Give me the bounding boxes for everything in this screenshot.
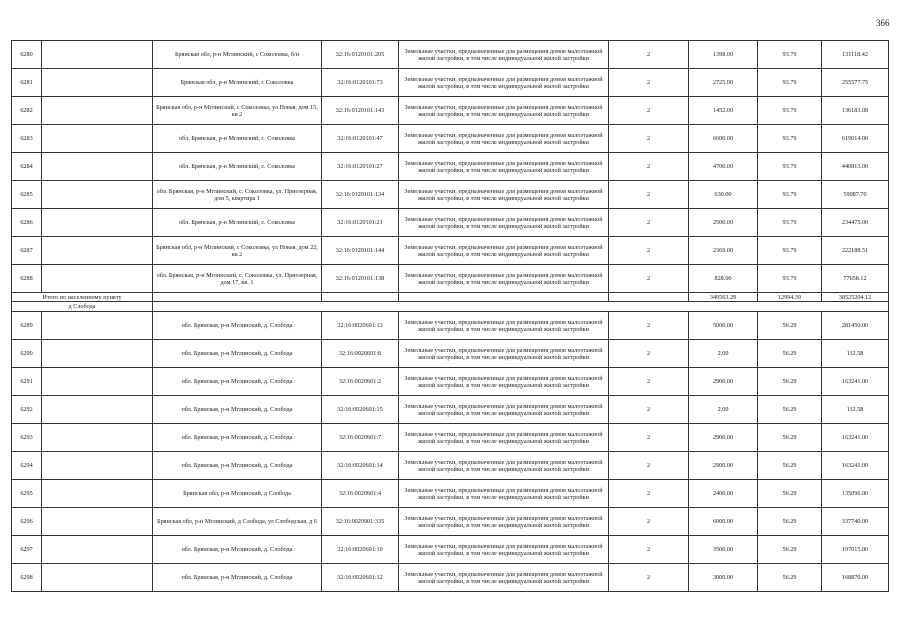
- label-spacer: [609, 302, 689, 312]
- rate-cell: 93.79: [758, 209, 822, 237]
- table-body-sokolovka: [12, 41, 889, 293]
- land-purpose-cell: Земельные участки, предназначенные для размещения домов малоэтажной жилой застройки, в том числе индивидуальной жилой застройки: [399, 424, 609, 452]
- land-purpose-cell: Земельные участки, предназначенные для размещения домов малоэтажной жилой застройки, в том числе индивидуальной жилой застройки: [399, 69, 609, 97]
- row-number: 6285: [12, 181, 42, 209]
- table-body-sloboda: [12, 312, 889, 592]
- row-number: 6295: [12, 480, 42, 508]
- blank-cell: [42, 424, 153, 452]
- address-cell: обл. Брянская, р-н Мглинский, д. Слобода: [153, 536, 322, 564]
- cadastral-value-cell: 59087.70: [822, 181, 889, 209]
- total-rate: 12994.39: [758, 293, 822, 302]
- label-spacer: [758, 302, 822, 312]
- area-cell: 2900.00: [689, 424, 758, 452]
- blank-cell: [42, 396, 153, 424]
- cadastral-number-cell: 32:16:0020601:2: [322, 368, 399, 396]
- land-purpose-cell: Земельные участки, предназначенные для размещения домов малоэтажной жилой застройки, в том числе индивидуальной жилой застройки: [399, 181, 609, 209]
- address-cell: обл. Брянская, р-н Мглинский, д. Слобода: [153, 452, 322, 480]
- category-cell: 2: [609, 209, 689, 237]
- table-row: [12, 312, 889, 340]
- table-row: [12, 265, 889, 293]
- cadastral-number-cell: 32:16:0120101:205: [322, 41, 399, 69]
- row-number: 6291: [12, 368, 42, 396]
- address-cell: обл. Брянская, р-н Мглинский, д. Слобода: [153, 396, 322, 424]
- row-number: 6286: [12, 209, 42, 237]
- blank-cell: [42, 153, 153, 181]
- land-purpose-cell: Земельные участки, предназначенные для размещения домов малоэтажной жилой застройки, в том числе индивидуальной жилой застройки: [399, 97, 609, 125]
- label-spacer: [822, 302, 889, 312]
- cadastral-number-cell: 32:16:0020601:15: [322, 396, 399, 424]
- category-cell: 2: [609, 480, 689, 508]
- category-cell: 2: [609, 424, 689, 452]
- cadastral-value-cell: 163241.00: [822, 424, 889, 452]
- rate-cell: 93.79: [758, 97, 822, 125]
- address-cell: обл. Брянская, р-н Мглинский, д. Слобода: [153, 424, 322, 452]
- row-number: 6292: [12, 396, 42, 424]
- blank-cell: [42, 536, 153, 564]
- total-blank: [609, 293, 689, 302]
- address-cell: обл. Брянская, р-н Мглинский, д. Слобода: [153, 340, 322, 368]
- area-cell: 2900.00: [689, 452, 758, 480]
- cadastral-number-cell: 32:16:0020601:10: [322, 536, 399, 564]
- category-cell: 2: [609, 396, 689, 424]
- address-cell: Брянская обл, р-н Мглинский, д Слобода, ул Слободская, д 6: [153, 508, 322, 536]
- table-row: [12, 536, 889, 564]
- cadastral-number-cell: 32:16:0120101:27: [322, 153, 399, 181]
- row-number: 6293: [12, 424, 42, 452]
- rate-cell: 93.79: [758, 265, 822, 293]
- total-blank: [399, 293, 609, 302]
- address-cell: обл. Брянская, р-н Мглинский, с. Соколовка: [153, 209, 322, 237]
- rate-cell: 93.79: [758, 181, 822, 209]
- row-number: 6298: [12, 564, 42, 592]
- total-value: 38525204.12: [822, 293, 889, 302]
- category-cell: 2: [609, 41, 689, 69]
- cadastral-value-cell: 281450.00: [822, 312, 889, 340]
- cadastral-number-cell: 32:16:0020601:13: [322, 312, 399, 340]
- rate-cell: 93.79: [758, 237, 822, 265]
- label-spacer: [153, 302, 322, 312]
- total-blank: [153, 293, 322, 302]
- label-spacer: [399, 302, 609, 312]
- category-cell: 2: [609, 153, 689, 181]
- blank-cell: [42, 125, 153, 153]
- row-number: 6282: [12, 97, 42, 125]
- cadastral-value-cell: 255577.75: [822, 69, 889, 97]
- land-purpose-cell: Земельные участки, предназначенные для размещения домов малоэтажной жилой застройки, в том числе индивидуальной жилой застройки: [399, 125, 609, 153]
- table-row: [12, 368, 889, 396]
- cadastral-value-cell: 440813.00: [822, 153, 889, 181]
- area-cell: 3500.00: [689, 536, 758, 564]
- blank-cell: [42, 480, 153, 508]
- blank-cell: [42, 452, 153, 480]
- area-cell: 6600.00: [689, 125, 758, 153]
- address-cell: Брянская обл, р-н Мглинский, с Соколовка, ул Новая, дом 15, кв 2: [153, 97, 322, 125]
- area-cell: 6000.00: [689, 508, 758, 536]
- cadastral-value-cell: 163241.00: [822, 452, 889, 480]
- rate-cell: 56.29: [758, 340, 822, 368]
- row-number: 6280: [12, 41, 42, 69]
- table-row: [12, 153, 889, 181]
- table-body-total: [12, 293, 889, 312]
- cadastral-value-cell: 168870.00: [822, 564, 889, 592]
- area-cell: 2.00: [689, 340, 758, 368]
- label-spacer: [322, 302, 399, 312]
- category-cell: 2: [609, 536, 689, 564]
- address-cell: обл. Брянская, р-н Мглинский, д. Слобода: [153, 368, 322, 396]
- area-cell: 2900.00: [689, 368, 758, 396]
- blank-cell: [42, 368, 153, 396]
- category-cell: 2: [609, 312, 689, 340]
- cadastral-value-cell: 222188.51: [822, 237, 889, 265]
- category-cell: 2: [609, 97, 689, 125]
- cadastral-number-cell: 32:16:0020601:12: [322, 564, 399, 592]
- rate-cell: 93.79: [758, 153, 822, 181]
- address-cell: обл. Брянская, р-н Мглинский, с. Соколовка, ул. Приозерная, дом 17, кв. 1: [153, 265, 322, 293]
- cadastral-value-cell: 197015.00: [822, 536, 889, 564]
- area-cell: 4700.00: [689, 153, 758, 181]
- area-cell: 2500.00: [689, 209, 758, 237]
- rate-cell: 56.29: [758, 312, 822, 340]
- category-cell: 2: [609, 508, 689, 536]
- area-cell: 1452.00: [689, 97, 758, 125]
- rate-cell: 56.29: [758, 480, 822, 508]
- area-cell: 2369.00: [689, 237, 758, 265]
- area-cell: 2.00: [689, 396, 758, 424]
- blank-cell: [42, 181, 153, 209]
- area-cell: 1398.00: [689, 41, 758, 69]
- row-number: 6290: [12, 340, 42, 368]
- category-cell: 2: [609, 237, 689, 265]
- cadastral-value-cell: 337740.00: [822, 508, 889, 536]
- table-row: [12, 181, 889, 209]
- cadastral-value-cell: 112.58: [822, 396, 889, 424]
- rate-cell: 56.29: [758, 536, 822, 564]
- table-row: [12, 69, 889, 97]
- table-row: [12, 209, 889, 237]
- row-number: 6297: [12, 536, 42, 564]
- cadastral-number-cell: 32:16:0020601:7: [322, 424, 399, 452]
- category-cell: 2: [609, 265, 689, 293]
- area-cell: 3000.00: [689, 564, 758, 592]
- cadastral-number-cell: 32:16:0120101:138: [322, 265, 399, 293]
- cadastral-number-cell: 32:16:0020601:8: [322, 340, 399, 368]
- row-number: 6296: [12, 508, 42, 536]
- area-cell: 2725.00: [689, 69, 758, 97]
- rate-cell: 56.29: [758, 452, 822, 480]
- row-number: 6283: [12, 125, 42, 153]
- land-purpose-cell: Земельные участки, предназначенные для размещения домов малоэтажной жилой застройки, в том числе индивидуальной жилой застройки: [399, 340, 609, 368]
- cadastral-value-cell: 131118.42: [822, 41, 889, 69]
- label-spacer: [689, 302, 758, 312]
- area-cell: 630.00: [689, 181, 758, 209]
- rate-cell: 56.29: [758, 424, 822, 452]
- address-cell: обл. Брянская, р-н Мглинский, д. Слобода: [153, 312, 322, 340]
- table-row: [12, 97, 889, 125]
- category-cell: 2: [609, 564, 689, 592]
- blank-cell: [42, 97, 153, 125]
- row-number: 6281: [12, 69, 42, 97]
- row-number: 6289: [12, 312, 42, 340]
- cadastral-number-cell: 32:16:0020601:4: [322, 480, 399, 508]
- page-number: 366: [876, 18, 890, 28]
- table-row: [12, 125, 889, 153]
- rate-cell: 56.29: [758, 368, 822, 396]
- table-row: [12, 396, 889, 424]
- category-cell: 2: [609, 452, 689, 480]
- blank-cell: [42, 340, 153, 368]
- land-purpose-cell: Земельные участки, предназначенные для размещения домов малоэтажной жилой застройки, в том числе индивидуальной жилой застройки: [399, 209, 609, 237]
- category-cell: 2: [609, 368, 689, 396]
- land-purpose-cell: Земельные участки, предназначенные для размещения домов малоэтажной жилой застройки, в том числе индивидуальной жилой застройки: [399, 480, 609, 508]
- blank-cell: [42, 564, 153, 592]
- land-purpose-cell: Земельные участки, предназначенные для размещения домов малоэтажной жилой застройки, в том числе индивидуальной жилой застройки: [399, 237, 609, 265]
- settlement-name: д Слобода: [12, 302, 153, 312]
- cadastral-number-cell: 32:16:0020901:335: [322, 508, 399, 536]
- table-row: [12, 41, 889, 69]
- cadastral-number-cell: 32:16:0020601:14: [322, 452, 399, 480]
- address-cell: обл. Брянская, р-н Мглинский, с. Соколовка: [153, 153, 322, 181]
- land-purpose-cell: Земельные участки, предназначенные для размещения домов малоэтажной жилой застройки, в том числе индивидуальной жилой застройки: [399, 265, 609, 293]
- cadastral-number-cell: 32:16:0120101:134: [322, 181, 399, 209]
- address-cell: Брянская обл, р-н Мглинский, с Соколовка: [153, 69, 322, 97]
- address-cell: Брянская обл, р-н Мглинский, д Слобода: [153, 480, 322, 508]
- cadastral-value-cell: 77658.12: [822, 265, 889, 293]
- table-row: [12, 340, 889, 368]
- total-area: 349563.29: [689, 293, 758, 302]
- table-row: [12, 508, 889, 536]
- blank-cell: [42, 41, 153, 69]
- settlement-label-row: [12, 302, 889, 312]
- table-row: [12, 452, 889, 480]
- blank-cell: [42, 312, 153, 340]
- rate-cell: 56.29: [758, 508, 822, 536]
- address-cell: обл. Брянская, р-н Мглинский, с. Соколовка: [153, 125, 322, 153]
- table-row: [12, 480, 889, 508]
- category-cell: 2: [609, 340, 689, 368]
- land-purpose-cell: Земельные участки, предназначенные для размещения домов малоэтажной жилой застройки, в том числе индивидуальной жилой застройки: [399, 396, 609, 424]
- land-purpose-cell: Земельные участки, предназначенные для размещения домов малоэтажной жилой застройки, в том числе индивидуальной жилой застройки: [399, 508, 609, 536]
- land-purpose-cell: Земельные участки, предназначенные для размещения домов малоэтажной жилой застройки, в том числе индивидуальной жилой застройки: [399, 153, 609, 181]
- land-purpose-cell: Земельные участки, предназначенные для размещения домов малоэтажной жилой застройки, в том числе индивидуальной жилой застройки: [399, 452, 609, 480]
- address-cell: Брянская обл, р-н Мглинский, с Соколовка, ул Новая, дом 22, кв 2: [153, 237, 322, 265]
- total-blank: [322, 293, 399, 302]
- table-row: [12, 564, 889, 592]
- blank-cell: [42, 237, 153, 265]
- table-row: [12, 424, 889, 452]
- row-number: 6294: [12, 452, 42, 480]
- cadastral-number-cell: 32:16:0120101:143: [322, 97, 399, 125]
- address-cell: Брянская обл, р-н Мглинский, с Соколовка, б/н: [153, 41, 322, 69]
- land-purpose-cell: Земельные участки, предназначенные для размещения домов малоэтажной жилой застройки, в том числе индивидуальной жилой застройки: [399, 536, 609, 564]
- rate-cell: 56.29: [758, 564, 822, 592]
- land-registry-table: [11, 40, 889, 592]
- area-cell: 2400.00: [689, 480, 758, 508]
- rate-cell: 56.29: [758, 396, 822, 424]
- rate-cell: 93.79: [758, 69, 822, 97]
- blank-cell: [42, 508, 153, 536]
- row-number: 6284: [12, 153, 42, 181]
- category-cell: 2: [609, 69, 689, 97]
- blank-cell: [42, 265, 153, 293]
- cadastral-number-cell: 32:16:0120101:21: [322, 209, 399, 237]
- blank-cell: [42, 209, 153, 237]
- category-cell: 2: [609, 181, 689, 209]
- settlement-total-row: [12, 293, 889, 302]
- cadastral-value-cell: 234475.00: [822, 209, 889, 237]
- cadastral-value-cell: 135096.00: [822, 480, 889, 508]
- land-purpose-cell: Земельные участки, предназначенные для размещения домов малоэтажной жилой застройки, в том числе индивидуальной жилой застройки: [399, 368, 609, 396]
- row-number: 6287: [12, 237, 42, 265]
- land-purpose-cell: Земельные участки, предназначенные для размещения домов малоэтажной жилой застройки, в том числе индивидуальной жилой застройки: [399, 41, 609, 69]
- area-cell: 828.00: [689, 265, 758, 293]
- address-cell: обл. Брянская, р-н Мглинский, с. Соколовка, ул. Приозерная, дом 5, квартира 1: [153, 181, 322, 209]
- land-purpose-cell: Земельные участки, предназначенные для размещения домов малоэтажной жилой застройки, в том числе индивидуальной жилой застройки: [399, 312, 609, 340]
- row-number: 6288: [12, 265, 42, 293]
- blank-cell: [42, 69, 153, 97]
- cadastral-number-cell: 32:16:0120101:144: [322, 237, 399, 265]
- land-purpose-cell: Земельные участки, предназначенные для размещения домов малоэтажной жилой застройки, в том числе индивидуальной жилой застройки: [399, 564, 609, 592]
- address-cell: обл. Брянская, р-н Мглинский, д. Слобода: [153, 564, 322, 592]
- total-label: Итого по населенному пункту: [12, 293, 153, 302]
- cadastral-value-cell: 163241.00: [822, 368, 889, 396]
- area-cell: 5000.00: [689, 312, 758, 340]
- cadastral-value-cell: 112.58: [822, 340, 889, 368]
- rate-cell: 93.79: [758, 125, 822, 153]
- cadastral-value-cell: 619014.00: [822, 125, 889, 153]
- cadastral-number-cell: 32:16:0120101:47: [322, 125, 399, 153]
- rate-cell: 93.79: [758, 41, 822, 69]
- table-row: [12, 237, 889, 265]
- cadastral-number-cell: 32:16:0120101:73: [322, 69, 399, 97]
- cadastral-value-cell: 136183.08: [822, 97, 889, 125]
- category-cell: 2: [609, 125, 689, 153]
